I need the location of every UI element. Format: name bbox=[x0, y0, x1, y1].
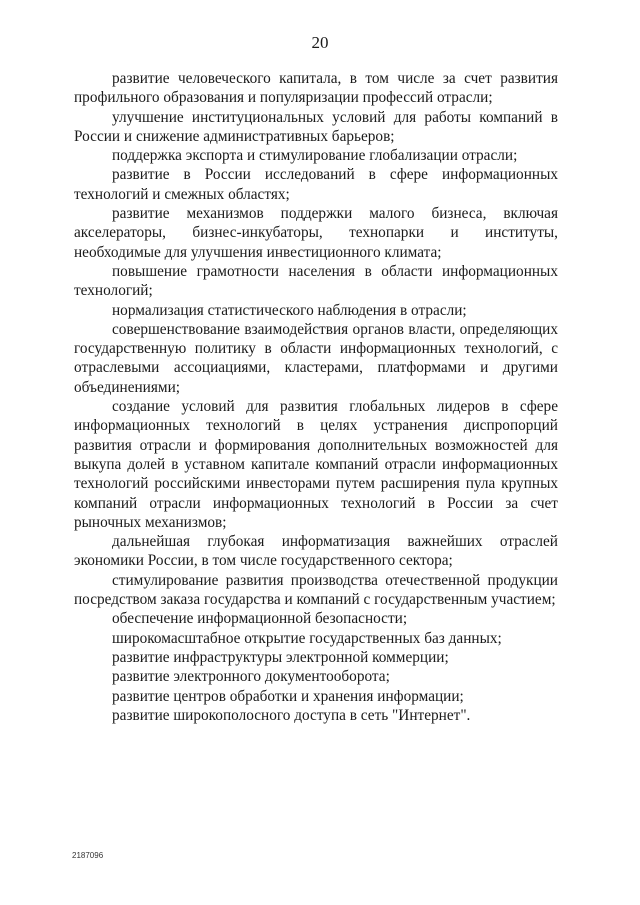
list-item: развитие широкополосного доступа в сеть "Интернет". bbox=[112, 706, 471, 724]
list-item: создание условий для развития глобальных лидеров в сфере информационных технологий в целях устранения диспропорций развития отрасли и формирования дополнительных возможностей для выкупа долей в уставном капитале компаний отрасли информационных технологий российскими инвесторами путем расширения пула крупных компаний отрасли информационных технологий в России за счет рыночных механизмов; bbox=[74, 398, 558, 531]
list-item: развитие в России исследований в сфере информационных технологий и смежных областях; bbox=[74, 166, 558, 203]
list-item: развитие электронного документооборота; bbox=[112, 668, 390, 686]
list-item: нормализация статистического наблюдения в отрасли; bbox=[112, 301, 467, 319]
list-item: дальнейшая глубокая информатизация важнейших отраслей экономики России, в том числе государственного сектора; bbox=[74, 533, 558, 570]
page-number: 20 bbox=[311, 33, 329, 52]
list-item: обеспечение информационной безопасности; bbox=[112, 610, 408, 628]
list-item: развитие механизмов поддержки малого бизнеса, включая акселераторы, бизнес-инкубаторы, технопарки и институты, необходимые для улучшения инвестиционного климата; bbox=[74, 205, 558, 261]
list-item: стимулирование развития производства отечественной продукции посредством заказа государства и компаний с государственным участием; bbox=[74, 571, 558, 609]
list-item: широкомасштабное открытие государственных баз данных; bbox=[112, 629, 502, 647]
list-item: развитие центров обработки и хранения информации; bbox=[112, 687, 464, 705]
list-item: развитие инфраструктуры электронной коммерции; bbox=[112, 648, 449, 666]
list-item: улучшение институциональных условий для работы компаний в России и снижение административных барьеров; bbox=[74, 108, 558, 145]
list-item: развитие человеческого капитала, в том числе за счет развития профильного образования и популяризации профессий отрасли; bbox=[74, 70, 558, 107]
document-footer-code: 2187096 bbox=[72, 851, 104, 860]
list-item: повышение грамотности населения в области информационных технологий; bbox=[74, 262, 558, 300]
list-item: совершенствование взаимодействия органов власти, определяющих государственную политику в области информационных технологий, с отраслевыми ассоциациями, кластерами, платформами и другими объединениями; bbox=[74, 320, 558, 396]
list-item: поддержка экспорта и стимулирование глобализации отрасли; bbox=[112, 147, 518, 165]
document-body bbox=[74, 69, 558, 725]
